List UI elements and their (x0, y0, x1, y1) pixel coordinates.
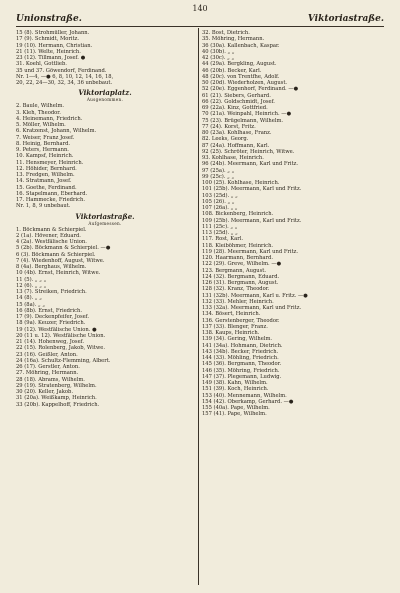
directory-entry: 147 (37). Plegemann, Ludwig. (202, 373, 282, 380)
directory-entry: 3. Kleh, Theodor. (16, 109, 61, 116)
directory-entry: 50 (20d). Wiederholzen, August. (202, 80, 288, 86)
directory-entry: 48 (20c). von Trentfhe, Adolf. (202, 73, 280, 80)
directory-entry: Nr. 1, 8, 9 unbebaut. (16, 203, 71, 210)
section-subtitle: Ausgenommen. (86, 97, 124, 103)
directory-entry: 66 (22). Goldschmidt, Josef. (202, 98, 275, 105)
directory-entry: 122 (29). Greve, Wilhelm. —● (202, 261, 282, 268)
directory-entry: 9. Peters, Hermann. (16, 147, 69, 153)
directory-entry: 145 (36). Bergmann, Theodor. (202, 361, 282, 368)
directory-entry: 6. Kratzenst, Johann, Wilhelm. (16, 128, 97, 135)
directory-entry: 139 (34). Gering, Wilhelm. (202, 336, 273, 343)
directory-entry: 20 (11 u. 12). Westfälische Union. (16, 332, 106, 339)
directory-entry: 2 (1a). Hövener, Eduard. (16, 232, 81, 239)
directory-entry: 154 (42). Oberkamp, Gerhard. —● (202, 398, 294, 405)
directory-entry: 111 (25c). „ „ (202, 223, 238, 230)
directory-entry: 31 (20a). Weißkamp, Heinrich. (16, 395, 97, 402)
directory-entry: 7. Weiser, Franz Josef. (16, 134, 75, 141)
directory-entry: 92 (25). Schröter, Heinrich, Witwe. (202, 148, 295, 155)
directory-entry: 155 (40a). Pape, Wilhelm. (202, 405, 270, 411)
directory-entry: 23 (12). Tillmann, Josef. ● (16, 55, 86, 61)
directory-entry: 13 (7). Streiken, Friedrich. (16, 289, 87, 295)
directory-entry: 15 (8). Strohmüller, Johann. (16, 30, 90, 36)
directory-entry: 113 (25d). „ „ (202, 230, 238, 236)
directory-entry: 143 (34b). Becker, Friedrich. (202, 348, 279, 355)
directory-entry: 87 (24a). Hoffmann, Karl. (202, 142, 270, 149)
directory-entry: 77 (24). Korst, Fritz. (202, 123, 256, 130)
directory-entry: 46 (20b). Becker, Karl. (202, 67, 262, 74)
directory-entry: 5. Möller, Wilhelm. (16, 122, 66, 128)
directory-entry: 22 (15). Rolenberg, Jakob, Witwe. (16, 345, 105, 352)
section-title: Viktoriastraße. (75, 211, 135, 221)
directory-entry: 11 (5). „ „ „ (16, 276, 47, 283)
directory-entry: 18 (9a). Keuzer, Friedrich. (16, 320, 86, 327)
directory-entry: 10. Kampsf, Heinrich. (16, 153, 74, 160)
header-right-street: Viktoriastraße. (307, 14, 384, 24)
directory-entry: 31. Koehl, Gottlieb. (16, 61, 67, 68)
directory-entry: 20, 22, 24—30, 32, 34, 36 unbebaut. (16, 80, 113, 86)
directory-entry: 75 (23). Brügelmann, Wilhelm. (202, 117, 284, 124)
directory-entry: 126 (31). Bergmann, August. (202, 280, 279, 286)
directory-entry: 120. Haarmann, Bernhard. (202, 255, 273, 261)
directory-entry: 26 (17). Gerstler, Anton. (16, 364, 80, 370)
directory-entry: 15 (8a). „ „ (16, 301, 46, 308)
page-number: 140 (192, 4, 208, 13)
directory-entry: 42 (30c). „ „ (202, 55, 235, 61)
directory-entry: 6 (3). Böckmann & Schierpiel. (16, 251, 96, 258)
directory-entry: 2. Baule, Wilhelm. (16, 103, 65, 110)
directory-entry: 157 (41). Pape, Wilhelm. (202, 411, 267, 418)
directory-entry: 11. Hensmeyer, Heinrich. (16, 159, 84, 166)
directory-entry: 27. Möhring, Hermann. (16, 370, 79, 377)
directory-entry: 21 (11). Welte, Heinrich. (16, 48, 81, 55)
directory-entry: 151 (39). Koch, Heinrich. (202, 386, 269, 393)
directory-entry: 69 (22a). Kinz, Gottfried. (202, 105, 268, 111)
directory-entry: 108. Bickenberg, Heinrich. (202, 211, 274, 218)
directory-entry: 16. Stapelmann, Eberhard. (16, 190, 88, 197)
directory-entry: 29 (19). Stratenberg, Wilhelm. (16, 382, 97, 389)
directory-entry: 19 (10). Hermann, Christian. (16, 42, 93, 49)
directory-entry: 30 (20). Keller, Jakob. (16, 389, 74, 395)
directory-entry: 7 (4). Wiedenhoff, August, Witwe. (16, 257, 105, 264)
section-title: Viktoriaplatz. (78, 88, 132, 98)
section-subtitle: Aufgemessen. (88, 220, 122, 226)
directory-entry: 153 (40). Mennemann, Wilhelm. (202, 392, 287, 399)
directory-entry: 70 (21a). Weinpahl, Heinrich. —● (202, 111, 291, 118)
directory-entry: 131 (32b). Meermann, Karl u. Fritz. —● (202, 292, 308, 299)
column-divider (198, 28, 199, 585)
directory-entry: 10 (4b). Ernst, Heinrich, Witwe. (16, 270, 101, 277)
directory-entry: 17. Hammecke, Friedrich. (16, 197, 86, 203)
directory-entry: 33 (20b). Kappelhoff, Friedrich. (16, 401, 100, 408)
directory-entry: 28 (18). Abrams, Wilhelm. (16, 376, 85, 383)
directory-entry: 82. Leeks, Georg. (202, 136, 249, 143)
directory-entry: 44 (29a). Bergkling, August. (202, 61, 277, 68)
directory-entry: 100 (25). Kohlhase, Heinrich. (202, 180, 280, 186)
directory-entry: 101 (25b). Meermann, Karl und Fritz. (202, 186, 302, 193)
right-column (202, 30, 386, 418)
directory-entry: 35 und 37. Göwendorf, Ferdinand. (16, 67, 107, 74)
directory-entry: 17 (9). Schmidt, Moritz. (16, 36, 80, 43)
directory-entry: 8. Heinig, Bernhard. (16, 140, 71, 147)
directory-entry: 124 (32). Bergmann, Eduard. (202, 273, 280, 280)
directory-entry: 93. Kohlhase, Heinrich. (202, 155, 264, 161)
directory-entry: 24 (16a). Schultz-Flemming, Albert. (16, 357, 111, 364)
directory-entry: 14 (8). „ „ (16, 295, 42, 302)
directory-entry: 138. Kaups, Heinrich. (202, 330, 260, 336)
directory-entry: 146 (35). Möhring, Friedrich. (202, 367, 280, 374)
directory-entry: 136. Gerstenberger, Theodor. (202, 317, 280, 324)
directory-entry: 144 (33). Möhling, Friedrich. (202, 355, 279, 361)
directory-entry: 4. Heinemann, Friedrich. (16, 115, 83, 122)
directory-entry: 12. Höhider, Bernhard. (16, 165, 77, 172)
directory-entry: 19 (12). Westfälische Union. ● (16, 326, 97, 333)
directory-entry: 1. Böckmann & Schierpiel. (16, 226, 87, 233)
directory-entry: 15. Goethe, Ferdinand. (16, 184, 77, 191)
directory-entry: 52 (20e). Eggenhorf, Ferdinand. —● (202, 86, 299, 93)
directory-entry: 107 (26a). „ „ (202, 205, 238, 211)
directory-entry: 36 (30a). Kallenbach, Kaspar. (202, 42, 280, 49)
directory-entry: 133 (32a). Meermann, Karl und Fritz. (202, 305, 302, 311)
directory-entry: 117. Rost, Karl. (202, 236, 244, 243)
directory-entry: 16 (8b). Ernst, Friedrich. (16, 307, 83, 314)
directory-entry: 35. Möhring, Hermann. (202, 36, 265, 43)
directory-entry: 97 (25a). „ „ (202, 167, 235, 174)
page-header (16, 14, 384, 27)
directory-entry: 109 (25b). Meermann, Karl und Fritz. (202, 217, 302, 224)
directory-entry: 137 (33). Blenger, Franz. (202, 323, 268, 330)
directory-entry: 13. Fredgen, Wilhelm. (16, 172, 75, 178)
directory-entry: 132 (33). Mehler, Heinrich. (202, 298, 274, 305)
directory-entry: 8 (4a). Berghaus, Wilhelm. (16, 264, 87, 270)
directory-entry: 99 (25c). „ „ (202, 173, 235, 180)
directory-entry: 141 (34a). Hohmann, Dietrich. (202, 342, 283, 349)
directory-entry: 12 (6). „ „ „ (16, 282, 47, 289)
directory-entry: 119 (28). Meermann, Karl und Fritz. (202, 248, 299, 255)
directory-entry: 134. Bösert, Heinrich. (202, 311, 261, 318)
directory-entry: 40 (30b). „ „ (202, 48, 235, 55)
directory-entry: 96 (24b). Meermann, Karl und Fritz. (202, 161, 299, 168)
directory-entry: 103 (25d). „ „ (202, 192, 238, 199)
directory-entry: 118. Kleiböhmer, Heinrich. (202, 242, 274, 249)
directory-entry: 149 (38). Kahn, Wilhelm. (202, 380, 268, 386)
directory-entry: 32. Bost, Dietrich. (202, 30, 250, 36)
directory-entry: 61 (21). Siebers, Gerhard. (202, 92, 271, 99)
directory-entry: 4 (2a). Westfälische Union. (16, 239, 87, 245)
header-left-street: Unionstraße. (16, 14, 82, 24)
directory-entry: 23 (16). Geißler, Anton. (16, 351, 78, 358)
directory-entry: Nr. 1—4, —● 6, 8, 10, 12, 14, 16, 18, (16, 73, 114, 80)
directory-entry: 128 (32). Kranz, Theodor. (202, 286, 270, 293)
directory-entry: 5 (2b). Böckmann & Schierpiel. —● (16, 245, 111, 252)
directory-entry: 14. Stratmann, Josef. (16, 178, 72, 185)
directory-entry: 105 (26). „ „ (202, 198, 235, 205)
directory-entry: 123. Bergmann, August. (202, 267, 267, 274)
left-column (16, 30, 194, 408)
directory-entry: 21 (14). Hohenweg, Josef. (16, 339, 85, 345)
directory-entry: 80 (23a). Kohlhase, Franz. (202, 130, 272, 136)
directory-entry: 17 (9). Deckenpfeifer, Josef. (16, 314, 90, 320)
